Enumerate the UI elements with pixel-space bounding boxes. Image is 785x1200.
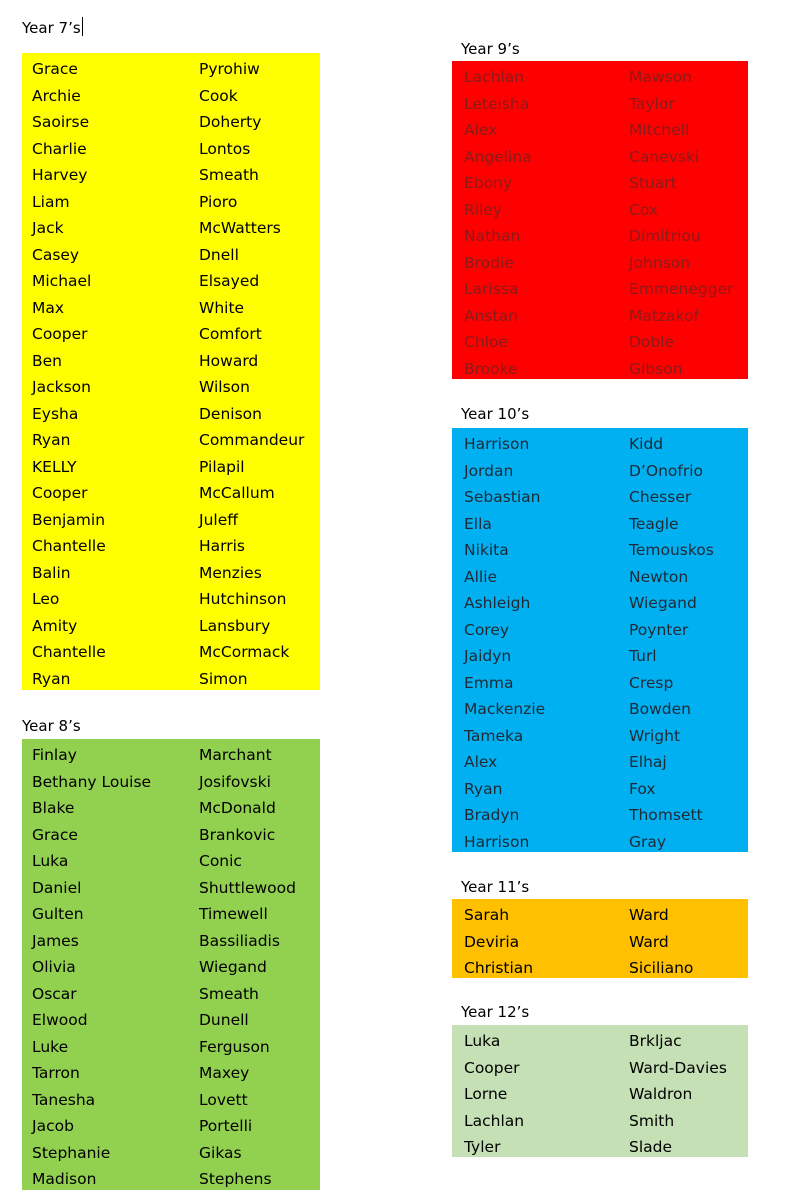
student-row bbox=[22, 613, 320, 640]
student-last-name: Doble bbox=[629, 333, 675, 351]
student-first-name: Tyler bbox=[464, 1138, 501, 1156]
student-row bbox=[452, 829, 748, 856]
student-row bbox=[22, 769, 320, 796]
student-last-name: Wiegand bbox=[199, 958, 267, 976]
student-first-name: Cooper bbox=[464, 1058, 520, 1077]
student-last-name: Josifovski bbox=[199, 772, 271, 791]
student-last-name: Chesser bbox=[629, 488, 692, 506]
year-10-heading: Year 10’s bbox=[461, 405, 530, 423]
student-row bbox=[22, 1140, 320, 1167]
student-first-name: Larissa bbox=[464, 280, 519, 298]
student-row bbox=[452, 117, 748, 144]
student-first-name: Deviria bbox=[464, 932, 520, 951]
student-last-name: Wilson bbox=[199, 378, 250, 396]
student-first-name: Jack bbox=[32, 219, 64, 237]
year-9-heading: Year 9’s bbox=[461, 40, 520, 58]
student-last-name: Ward-Davies bbox=[629, 1058, 727, 1077]
student-row bbox=[452, 303, 748, 330]
student-last-name: Dimitriou bbox=[629, 227, 701, 245]
student-last-name: Stuart bbox=[629, 174, 677, 192]
student-first-name: KELLY bbox=[32, 457, 77, 476]
student-last-name: Mawson bbox=[629, 68, 692, 86]
student-last-name: Wright bbox=[629, 726, 681, 745]
student-row bbox=[22, 189, 320, 216]
student-row bbox=[22, 348, 320, 375]
year-11-list bbox=[452, 899, 748, 978]
student-first-name: Allie bbox=[464, 567, 498, 586]
student-row bbox=[452, 458, 748, 485]
student-row bbox=[452, 902, 748, 929]
student-row bbox=[22, 427, 320, 454]
student-first-name: Anstan bbox=[464, 306, 518, 325]
student-first-name: Nathan bbox=[464, 227, 521, 245]
student-row bbox=[22, 136, 320, 163]
student-first-name: Jackson bbox=[32, 378, 91, 396]
student-first-name: Charlie bbox=[32, 139, 87, 158]
student-first-name: Corey bbox=[464, 620, 510, 639]
student-last-name: Fox bbox=[629, 779, 656, 798]
student-last-name: Denison bbox=[199, 404, 262, 423]
student-first-name: Luka bbox=[464, 1032, 501, 1050]
student-last-name: Pilapil bbox=[199, 457, 245, 476]
student-first-name: Grace bbox=[32, 60, 78, 78]
student-first-name: Ebony bbox=[464, 174, 513, 192]
year-9-list bbox=[452, 61, 748, 379]
student-first-name: Saoirse bbox=[32, 113, 90, 131]
student-last-name: McCallum bbox=[199, 484, 275, 502]
student-last-name: Cresp bbox=[629, 673, 674, 692]
student-row bbox=[22, 109, 320, 136]
student-last-name: Gikas bbox=[199, 1143, 242, 1162]
student-first-name: Chantelle bbox=[32, 537, 106, 555]
student-first-name: Tameka bbox=[464, 726, 524, 745]
student-row bbox=[22, 742, 320, 769]
student-last-name: Johnson bbox=[629, 253, 691, 272]
student-last-name: Gray bbox=[629, 832, 667, 851]
student-row bbox=[22, 560, 320, 587]
student-first-name: Ella bbox=[464, 514, 492, 533]
student-row bbox=[22, 56, 320, 83]
student-first-name: Alex bbox=[464, 753, 498, 771]
student-last-name: Lansbury bbox=[199, 616, 271, 635]
student-last-name: Stephens bbox=[199, 1170, 272, 1188]
student-last-name: Waldron bbox=[629, 1085, 693, 1103]
student-last-name: Smeath bbox=[199, 984, 259, 1003]
student-last-name: Newton bbox=[629, 567, 689, 586]
student-last-name: Commandeur bbox=[199, 431, 305, 449]
student-first-name: Luka bbox=[32, 852, 69, 870]
student-first-name: Ryan bbox=[32, 669, 71, 688]
student-row bbox=[22, 1007, 320, 1034]
student-first-name: Jordan bbox=[464, 461, 514, 480]
student-last-name: Maxey bbox=[199, 1064, 250, 1082]
student-row bbox=[452, 431, 748, 458]
student-first-name: Michael bbox=[32, 272, 92, 290]
student-row bbox=[22, 162, 320, 189]
student-row bbox=[452, 276, 748, 303]
student-first-name: Max bbox=[32, 298, 65, 317]
student-row bbox=[452, 511, 748, 538]
year-11-heading: Year 11’s bbox=[461, 878, 530, 896]
student-row bbox=[22, 454, 320, 481]
student-last-name: White bbox=[199, 298, 245, 317]
student-row bbox=[452, 1134, 748, 1161]
student-last-name: Kidd bbox=[629, 435, 664, 453]
student-first-name: Stephanie bbox=[32, 1143, 111, 1162]
student-first-name: Brooke bbox=[464, 359, 518, 378]
student-row bbox=[22, 374, 320, 401]
student-first-name: Emma bbox=[464, 673, 514, 692]
student-last-name: Matzakof bbox=[629, 306, 699, 325]
student-first-name: Olivia bbox=[32, 958, 76, 976]
student-first-name: Ryan bbox=[32, 431, 71, 449]
student-first-name: Amity bbox=[32, 616, 78, 635]
student-first-name: Jaidyn bbox=[464, 647, 512, 665]
student-first-name: Lorne bbox=[464, 1085, 508, 1103]
student-row bbox=[22, 533, 320, 560]
student-first-name: Grace bbox=[32, 825, 78, 844]
student-first-name: Bethany Louise bbox=[32, 772, 152, 791]
year-7-heading bbox=[22, 17, 83, 37]
student-last-name: Smeath bbox=[199, 166, 259, 184]
student-first-name: Oscar bbox=[32, 984, 77, 1003]
student-row bbox=[452, 64, 748, 91]
student-last-name: Canevski bbox=[629, 147, 700, 166]
student-last-name: Lovett bbox=[199, 1090, 248, 1109]
year-12-list bbox=[452, 1025, 748, 1157]
student-last-name: Gibson bbox=[629, 359, 683, 378]
student-last-name: Comfort bbox=[199, 325, 262, 343]
student-last-name: Emmenegger bbox=[629, 280, 734, 298]
student-row bbox=[452, 696, 748, 723]
student-last-name: Elsayed bbox=[199, 272, 260, 290]
student-first-name: Leo bbox=[32, 590, 60, 608]
student-row bbox=[22, 215, 320, 242]
student-last-name: D’Onofrio bbox=[629, 461, 703, 480]
student-last-name: Siciliano bbox=[629, 959, 694, 977]
student-first-name: Christian bbox=[464, 959, 534, 977]
student-last-name: Cook bbox=[199, 86, 238, 105]
student-row bbox=[22, 1034, 320, 1061]
student-first-name: Leteisha bbox=[464, 94, 530, 113]
student-last-name: Hutchinson bbox=[199, 590, 287, 608]
student-row bbox=[452, 929, 748, 956]
student-last-name: Menzies bbox=[199, 563, 262, 582]
student-last-name: Ferguson bbox=[199, 1037, 270, 1056]
student-first-name: Cooper bbox=[32, 325, 88, 343]
student-last-name: Mitchell bbox=[629, 121, 690, 139]
student-row bbox=[22, 795, 320, 822]
student-first-name: Archie bbox=[32, 86, 81, 105]
student-first-name: Liam bbox=[32, 192, 70, 211]
student-row bbox=[452, 1055, 748, 1082]
student-last-name: Ward bbox=[629, 932, 669, 951]
student-row bbox=[452, 250, 748, 277]
student-row bbox=[22, 586, 320, 613]
student-row bbox=[22, 1166, 320, 1193]
student-row bbox=[452, 670, 748, 697]
student-last-name: Teagle bbox=[629, 514, 679, 533]
student-last-name: Dnell bbox=[199, 245, 239, 264]
student-first-name: Chantelle bbox=[32, 643, 106, 661]
student-last-name: Ward bbox=[629, 906, 669, 924]
student-last-name: Bowden bbox=[629, 700, 691, 718]
student-last-name: Brkljac bbox=[629, 1032, 682, 1050]
student-last-name: Elhaj bbox=[629, 753, 667, 771]
student-row bbox=[452, 91, 748, 118]
student-first-name: Casey bbox=[32, 245, 80, 264]
student-first-name: Finlay bbox=[32, 746, 77, 764]
student-first-name: Elwood bbox=[32, 1011, 88, 1029]
student-row bbox=[452, 776, 748, 803]
student-last-name: Lontos bbox=[199, 139, 251, 158]
student-row bbox=[22, 875, 320, 902]
student-row bbox=[22, 928, 320, 955]
student-first-name: Sebastian bbox=[464, 488, 541, 506]
student-first-name: Daniel bbox=[32, 878, 82, 897]
student-row bbox=[452, 1108, 748, 1135]
student-row bbox=[22, 268, 320, 295]
student-last-name: Turl bbox=[629, 647, 657, 665]
student-row bbox=[22, 83, 320, 110]
student-row bbox=[452, 802, 748, 829]
student-first-name: Chloe bbox=[464, 333, 508, 351]
student-last-name: McWatters bbox=[199, 219, 281, 237]
student-row bbox=[22, 295, 320, 322]
student-row bbox=[22, 401, 320, 428]
student-row bbox=[452, 643, 748, 670]
student-row bbox=[452, 749, 748, 776]
student-row bbox=[452, 590, 748, 617]
year-8-list bbox=[22, 739, 320, 1190]
student-last-name: Simon bbox=[199, 669, 248, 688]
student-first-name: Riley bbox=[464, 200, 503, 219]
student-row bbox=[452, 223, 748, 250]
student-last-name: Pioro bbox=[199, 192, 238, 211]
student-row bbox=[22, 480, 320, 507]
student-row bbox=[452, 144, 748, 171]
student-first-name: Bradyn bbox=[464, 806, 520, 824]
student-last-name: Thomsett bbox=[629, 806, 703, 824]
student-first-name: Angelina bbox=[464, 147, 532, 166]
student-first-name: Brodie bbox=[464, 253, 514, 272]
student-row bbox=[22, 981, 320, 1008]
student-first-name: Sarah bbox=[464, 906, 510, 924]
student-last-name: Taylor bbox=[629, 94, 675, 113]
student-first-name: Balin bbox=[32, 563, 71, 582]
student-first-name: Luke bbox=[32, 1037, 69, 1056]
student-last-name: Slade bbox=[629, 1138, 673, 1156]
student-first-name: Nikita bbox=[464, 541, 509, 559]
student-row bbox=[22, 639, 320, 666]
student-first-name: James bbox=[32, 931, 79, 950]
year-8-heading: Year 8’s bbox=[22, 717, 81, 735]
student-last-name: Portelli bbox=[199, 1117, 253, 1135]
student-row bbox=[452, 197, 748, 224]
student-last-name: Marchant bbox=[199, 746, 272, 764]
student-first-name: Madison bbox=[32, 1170, 97, 1188]
student-first-name: Tarron bbox=[32, 1064, 80, 1082]
student-first-name: Alex bbox=[464, 121, 498, 139]
student-first-name: Harvey bbox=[32, 166, 88, 184]
student-row bbox=[452, 1081, 748, 1108]
student-row bbox=[22, 954, 320, 981]
student-row bbox=[22, 901, 320, 928]
student-row bbox=[452, 537, 748, 564]
student-row bbox=[452, 1028, 748, 1055]
student-last-name: Temouskos bbox=[629, 541, 714, 559]
student-row bbox=[452, 484, 748, 511]
student-first-name: Cooper bbox=[32, 484, 88, 502]
student-first-name: Jacob bbox=[32, 1117, 74, 1135]
student-first-name: Benjamin bbox=[32, 510, 106, 529]
student-row bbox=[22, 321, 320, 348]
student-last-name: Juleff bbox=[199, 510, 238, 529]
student-first-name: Lachlan bbox=[464, 1111, 525, 1130]
student-last-name: Conic bbox=[199, 852, 242, 870]
student-first-name: Mackenzie bbox=[464, 700, 546, 718]
student-last-name: Brankovic bbox=[199, 825, 276, 844]
student-last-name: Bassiliadis bbox=[199, 931, 280, 950]
student-row bbox=[452, 617, 748, 644]
student-last-name: Poynter bbox=[629, 620, 689, 639]
student-row bbox=[452, 329, 748, 356]
student-first-name: Harrison bbox=[464, 435, 530, 453]
student-last-name: Wiegand bbox=[629, 594, 697, 612]
text-cursor bbox=[82, 17, 83, 36]
student-first-name: Harrison bbox=[464, 832, 530, 851]
student-last-name: Smith bbox=[629, 1111, 675, 1130]
student-first-name: Ashleigh bbox=[464, 594, 531, 612]
student-row bbox=[452, 170, 748, 197]
student-first-name: Blake bbox=[32, 799, 75, 817]
student-row bbox=[22, 1113, 320, 1140]
heading-text: Year 7’s bbox=[22, 19, 81, 37]
student-row bbox=[22, 1060, 320, 1087]
student-row bbox=[452, 955, 748, 982]
student-first-name: Gulten bbox=[32, 905, 84, 923]
student-first-name: Lachlan bbox=[464, 68, 525, 86]
student-last-name: Pyrohiw bbox=[199, 60, 260, 78]
student-first-name: Ben bbox=[32, 351, 62, 370]
student-first-name: Eysha bbox=[32, 404, 79, 423]
year-10-list bbox=[452, 428, 748, 852]
student-last-name: Timewell bbox=[199, 905, 268, 923]
student-row bbox=[22, 1087, 320, 1114]
student-last-name: Dunell bbox=[199, 1011, 249, 1029]
student-row bbox=[22, 848, 320, 875]
year-7-list bbox=[22, 53, 320, 690]
student-last-name: Doherty bbox=[199, 113, 262, 131]
student-last-name: Cox bbox=[629, 200, 659, 219]
student-last-name: Howard bbox=[199, 351, 259, 370]
student-first-name: Tanesha bbox=[32, 1090, 96, 1109]
year-12-heading: Year 12’s bbox=[461, 1003, 530, 1021]
student-row bbox=[22, 822, 320, 849]
student-row bbox=[452, 564, 748, 591]
student-row bbox=[22, 666, 320, 693]
student-last-name: Shuttlewood bbox=[199, 878, 296, 897]
student-row bbox=[452, 723, 748, 750]
student-first-name: Ryan bbox=[464, 779, 503, 798]
student-row bbox=[452, 356, 748, 383]
student-last-name: McDonald bbox=[199, 799, 276, 817]
student-row bbox=[22, 507, 320, 534]
student-row bbox=[22, 242, 320, 269]
student-last-name: McCormack bbox=[199, 643, 290, 661]
student-last-name: Harris bbox=[199, 537, 246, 555]
